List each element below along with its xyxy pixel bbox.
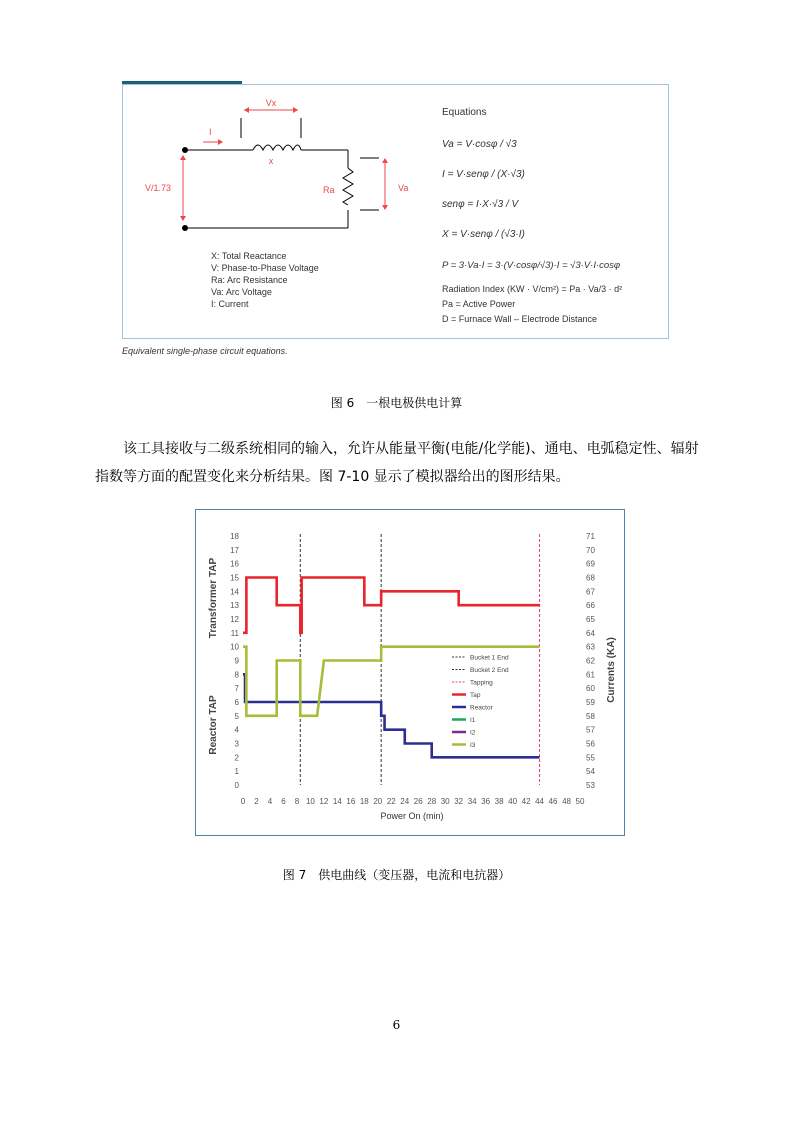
x-tick-label: 22 xyxy=(386,797,396,806)
x-tick-label: 8 xyxy=(294,797,300,806)
figure7-panel xyxy=(195,509,625,836)
x-tick-label: 12 xyxy=(319,797,329,806)
left-tick-label: 4 xyxy=(234,725,239,735)
x-tick-label: 4 xyxy=(267,797,273,806)
equation-2: I = V·senφ / (X·√3) xyxy=(442,169,525,180)
note-pa: Pa = Active Power xyxy=(442,299,516,309)
page-number: 6 xyxy=(392,1018,401,1032)
x-tick-label: 28 xyxy=(427,797,437,806)
left-tick-label: 11 xyxy=(230,628,239,638)
right-tick-label: 63 xyxy=(586,642,595,652)
legend-v: V: Phase-to-Phase Voltage xyxy=(211,263,319,273)
left-tick-label: 17 xyxy=(230,545,239,555)
legend-label: Tapping xyxy=(470,679,493,687)
equation-3: senφ = I·X·√3 / V xyxy=(442,199,519,210)
left-tick-label: 6 xyxy=(234,698,239,707)
x-tick-label: 48 xyxy=(562,797,571,806)
x-tick-label: 20 xyxy=(373,797,383,806)
note-d: D = Furnace Wall – Electrode Distance xyxy=(442,314,597,324)
figure6-caption-en: Equivalent single-phase circuit equations. xyxy=(122,346,288,356)
ylabel-bottom: Reactor TAP xyxy=(208,695,219,755)
x-tick-label: 46 xyxy=(548,797,558,806)
right-tick-label: 66 xyxy=(586,601,595,611)
inductor-coil xyxy=(253,145,301,150)
left-tick-label: 8 xyxy=(234,670,239,680)
legend-label: Bucket 1 End xyxy=(470,654,509,662)
right-tick-label: 54 xyxy=(586,767,595,777)
series-line-reactor xyxy=(243,674,540,757)
left-tick-label: 7 xyxy=(234,684,239,694)
right-tick-label: 64 xyxy=(586,628,595,638)
equations-heading: Equations xyxy=(442,107,487,118)
left-tick-label: 1 xyxy=(234,767,239,777)
equation-5: P = 3·Va·I = 3·(V·cosφ/√3)·I = √3·V·I·cosφ xyxy=(442,260,621,271)
x-tick-label: 38 xyxy=(494,797,504,806)
ra-label: Ra xyxy=(323,185,335,195)
left-tick-label: 12 xyxy=(230,615,239,624)
terminal-bottom xyxy=(182,225,188,231)
right-tick-label: 57 xyxy=(586,725,595,735)
right-tick-label: 61 xyxy=(586,670,595,680)
right-tick-label: 69 xyxy=(586,559,595,569)
ylabel-right: Currents (KA) xyxy=(606,637,617,703)
x-tick-label: 34 xyxy=(467,797,477,806)
x-tick-label: 6 xyxy=(281,797,286,806)
legend-label: Bucket 2 End xyxy=(470,667,509,674)
circuit-diagram xyxy=(123,85,668,338)
i-label: I xyxy=(209,127,212,137)
x-tick-label: 30 xyxy=(440,797,450,806)
equation-1: Va = V·cosφ / √3 xyxy=(442,139,517,150)
x-tick-label: 42 xyxy=(521,797,531,806)
right-tick-label: 56 xyxy=(586,739,595,749)
right-tick-label: 58 xyxy=(586,711,595,721)
terminal-top xyxy=(182,147,188,153)
x-tick-label: 40 xyxy=(508,797,518,806)
right-tick-label: 70 xyxy=(586,545,595,555)
legend-label: I2 xyxy=(470,729,476,737)
left-tick-label: 14 xyxy=(230,587,239,597)
legend-label: I3 xyxy=(470,742,476,749)
x-tick-label: 50 xyxy=(575,797,585,806)
x-tick-label: 36 xyxy=(481,797,491,806)
legend-label: Reactor xyxy=(470,704,493,712)
series-line-tap xyxy=(243,578,540,633)
right-tick-label: 60 xyxy=(586,684,595,694)
left-tick-label: 3 xyxy=(234,739,239,749)
va-label: Va xyxy=(398,183,409,193)
right-tick-label: 55 xyxy=(586,753,595,763)
x-tick-label: 2 xyxy=(254,797,259,806)
figure6-panel xyxy=(122,84,669,339)
body-paragraph: 该工具接收与二级系统相同的输入，允许从能量平衡(电能/化学能)、通电、电弧稳定性、辐射指数等方面的配置变化来分析结果。图 7-10 显示了模拟器给出的图形结果。 xyxy=(95,441,699,485)
x-tick-label: 0 xyxy=(240,797,246,806)
left-tick-label: 2 xyxy=(234,753,239,763)
xlabel: Power On (min) xyxy=(380,811,444,821)
x-tick-label: 32 xyxy=(454,797,464,806)
left-tick-label: 18 xyxy=(230,532,239,541)
x-tick-label: 24 xyxy=(400,797,410,806)
resistor xyxy=(343,168,353,205)
x-tick-label: 16 xyxy=(346,797,356,806)
vx-label: Vx xyxy=(265,98,277,108)
right-tick-label: 59 xyxy=(586,698,595,707)
legend-label: Tap xyxy=(470,692,481,699)
left-tick-label: 10 xyxy=(230,642,239,652)
note-radiation: Radiation Index (KW · V/cm²) = Pa · Va/3 · d² xyxy=(442,284,623,294)
legend-va: Va: Arc Voltage xyxy=(211,287,272,297)
left-tick-label: 5 xyxy=(234,711,239,721)
right-tick-label: 62 xyxy=(586,656,595,666)
x-tick-label: 18 xyxy=(359,797,369,806)
left-tick-label: 16 xyxy=(230,559,239,569)
left-tick-label: 13 xyxy=(230,601,239,611)
x-tick-label: 26 xyxy=(413,797,423,806)
v173-label: V/1.73 xyxy=(145,183,172,193)
right-tick-label: 71 xyxy=(586,532,595,541)
left-tick-label: 15 xyxy=(230,573,239,583)
legend-label: I1 xyxy=(470,717,476,724)
figure6-title: 图 6 一根电极供电计算 xyxy=(330,396,463,410)
right-tick-label: 67 xyxy=(586,587,595,597)
right-tick-label: 53 xyxy=(586,781,595,790)
x-tick-label: 14 xyxy=(332,797,342,806)
ylabel-top: Transformer TAP xyxy=(208,557,219,639)
left-tick-label: 0 xyxy=(234,781,239,790)
left-tick-label: 9 xyxy=(234,656,239,666)
legend-i: I: Current xyxy=(211,299,249,309)
right-tick-label: 65 xyxy=(586,615,595,624)
legend-x: X: Total Reactance xyxy=(211,251,287,261)
power-on-chart xyxy=(196,510,624,835)
figure7-title: 图 7 供电曲线（变压器，电流和电抗器） xyxy=(282,868,511,882)
right-tick-label: 68 xyxy=(586,573,595,583)
x-tick-label: 44 xyxy=(535,797,545,806)
x-tick-label: 10 xyxy=(305,797,315,806)
equation-4: X = V·senφ / (√3·I) xyxy=(442,229,525,240)
legend-ra: Ra: Arc Resistance xyxy=(211,275,288,285)
x-label: x xyxy=(268,156,274,166)
